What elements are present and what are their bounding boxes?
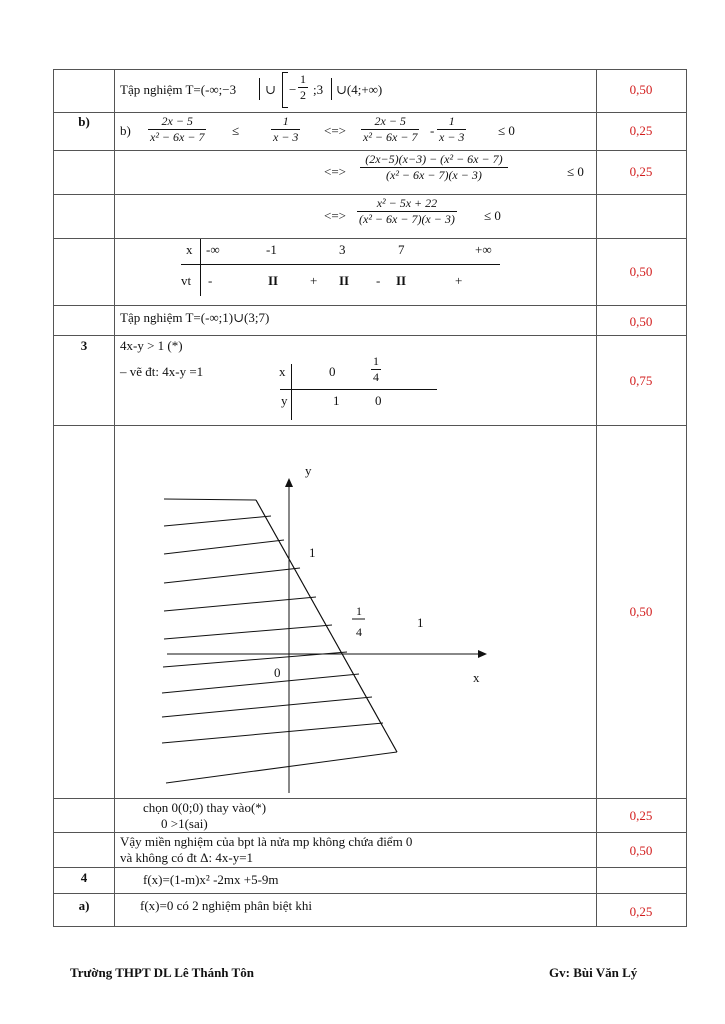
part-label: a)	[78, 898, 90, 913]
fraction-combined	[360, 152, 508, 183]
score: 0,25	[629, 904, 653, 919]
footer-school: Trường THPT DL Lê Thánh Tôn	[70, 965, 254, 980]
column-divider	[686, 69, 687, 927]
origin-label: 0	[274, 665, 281, 680]
sign-table-horizontal-line	[181, 264, 500, 265]
value-table-vertical-line	[291, 364, 292, 420]
equivalence-symbol: <=>	[324, 123, 346, 138]
value-table-y-label: y	[281, 393, 288, 408]
rhs-zero: ≤ 0	[498, 123, 515, 138]
function-definition: f(x)=(1-m)x² -2mx +5-9m	[143, 872, 279, 887]
fraction-term-1	[361, 114, 419, 145]
y-value: 1	[333, 393, 340, 408]
fraction-denominator: x² − 6x − 7	[150, 130, 205, 144]
hatch-boundary	[164, 499, 256, 500]
fraction-denominator: x² − 6x − 7	[363, 130, 418, 144]
row-divider	[53, 194, 686, 195]
left-bracket	[282, 72, 288, 108]
row-divider	[53, 238, 686, 239]
fraction-denominator: x − 3	[273, 130, 299, 144]
sign-cell: -	[376, 273, 381, 288]
x-value: 0	[329, 364, 336, 379]
column-divider	[53, 69, 54, 927]
sign-table-x-label: x	[186, 242, 193, 257]
fraction-denominator: (x² − 6x − 7)(x − 3)	[359, 212, 455, 226]
score: 0,75	[629, 373, 653, 388]
question-label: 3	[80, 338, 88, 353]
hatch-line	[164, 597, 316, 611]
value-table-x-label: x	[279, 364, 286, 379]
fraction-denominator: 4	[373, 370, 379, 384]
rhs-zero: ≤ 0	[567, 164, 584, 179]
half-plane-graph	[115, 426, 595, 797]
leq-symbol: ≤	[232, 123, 240, 138]
sign-cell: +	[310, 273, 318, 288]
solution-text: Tập nghiệm T=(-∞;1)∪(3;7)	[120, 310, 270, 325]
score: 0,50	[629, 843, 653, 858]
fraction-numerator: 1	[448, 114, 455, 128]
conclusion-text: và không có đt Δ: 4x-y=1	[120, 850, 254, 865]
row-divider	[53, 150, 686, 151]
y-axis-arrow	[285, 478, 293, 487]
one-label: 1	[417, 615, 424, 630]
sign-cell: -	[208, 273, 213, 288]
part-label: b)	[78, 114, 90, 129]
minus-sign: -	[430, 123, 435, 138]
fraction-simplified	[357, 196, 457, 227]
x-value: 7	[398, 242, 405, 257]
fraction-numerator: 2x − 5	[161, 114, 193, 128]
fraction-numerator: 1	[300, 72, 306, 86]
x-intercept-numerator: 1	[356, 604, 362, 618]
score: 0,50	[629, 604, 653, 619]
question-label: 4	[80, 870, 88, 885]
part-prefix: b)	[120, 123, 131, 138]
x-value: +∞	[475, 242, 492, 257]
sign-cell: +	[455, 273, 463, 288]
row-divider	[53, 926, 686, 927]
fraction-numerator: 1	[282, 114, 289, 128]
hatch-line	[164, 516, 271, 526]
footer-teacher: Gv: Bùi Văn Lý	[549, 965, 638, 980]
draw-line-text: – vẽ đt: 4x-y =1	[120, 364, 204, 379]
score: 0,25	[629, 123, 653, 138]
hatch-line	[162, 723, 383, 743]
y-value: 0	[375, 393, 382, 408]
fraction-rhs	[271, 114, 300, 145]
bracket-line	[331, 78, 332, 100]
x-value: -1	[266, 242, 277, 257]
conclusion-text: Vậy miền nghiệm của bpt là nửa mp không chứa điểm 0	[120, 834, 413, 849]
sign-table-vertical-line	[200, 239, 201, 296]
fraction-term-2	[437, 114, 466, 145]
fraction-lhs	[148, 114, 206, 145]
score: 0,50	[629, 314, 653, 329]
fraction-numerator: 2x − 5	[374, 114, 406, 128]
rhs-zero: ≤ 0	[484, 208, 501, 223]
x-intercept-denominator: 4	[356, 625, 362, 639]
bracket-line	[259, 78, 260, 100]
fraction-denominator: (x² − 6x − 7)(x − 3)	[360, 167, 508, 183]
inequality-text: 4x-y > 1 (*)	[120, 338, 183, 353]
row-divider	[53, 832, 686, 833]
undefined-mark: II	[268, 273, 279, 288]
interval-end: ;3	[313, 82, 324, 97]
row-divider	[53, 69, 686, 70]
score: 0,50	[629, 264, 653, 279]
hatch-line	[162, 674, 359, 693]
fraction-denominator: 2	[300, 88, 306, 102]
row-divider	[53, 867, 686, 868]
row-divider	[53, 305, 686, 306]
fraction-numerator: 1	[373, 354, 379, 368]
row-divider	[53, 798, 686, 799]
row-divider	[53, 112, 686, 113]
solution-text: Tập nghiệm T=(-∞;−3	[120, 82, 237, 97]
fraction-denominator: x − 3	[439, 130, 465, 144]
score: 0,25	[629, 164, 653, 179]
undefined-mark: II	[396, 273, 407, 288]
hatch-line	[166, 752, 397, 783]
equivalence-symbol: <=>	[324, 164, 346, 179]
minus-sign: −	[289, 82, 297, 97]
score: 0,50	[629, 82, 653, 97]
sign-table-vt-label: vt	[181, 273, 192, 288]
row-divider	[53, 893, 686, 894]
score: 0,25	[629, 808, 653, 823]
hatch-line	[164, 568, 300, 583]
hatch-line	[162, 697, 372, 717]
test-point-result: 0 >1(sai)	[161, 816, 208, 831]
x-axis-label: x	[473, 670, 480, 685]
fraction-one-half	[298, 72, 308, 103]
fraction-numerator: (2x−5)(x−3) − (x² − 6x − 7)	[365, 152, 503, 166]
hatch-boundary	[256, 500, 397, 752]
x-axis-arrow	[478, 650, 487, 658]
equivalence-symbol: <=>	[324, 208, 346, 223]
undefined-mark: II	[339, 273, 350, 288]
hatch-line	[164, 625, 332, 639]
test-point-text: chọn 0(0;0) thay vào(*)	[143, 800, 267, 815]
row-divider	[53, 335, 686, 336]
column-divider	[596, 69, 597, 927]
hatch-line	[164, 540, 284, 554]
condition-text: f(x)=0 có 2 nghiệm phân biệt khi	[140, 898, 312, 913]
x-value: -∞	[206, 242, 220, 257]
x-value: 3	[339, 242, 346, 257]
solution-text-tail: ∪(4;+∞)	[336, 82, 383, 97]
fraction-one-quarter	[371, 354, 381, 385]
union-symbol: ∪	[265, 82, 276, 97]
y-axis-label: y	[305, 463, 312, 478]
y-intercept-label: 1	[309, 545, 316, 560]
value-table-horizontal-line	[280, 389, 437, 390]
fraction-numerator: x² − 5x + 22	[376, 196, 438, 210]
